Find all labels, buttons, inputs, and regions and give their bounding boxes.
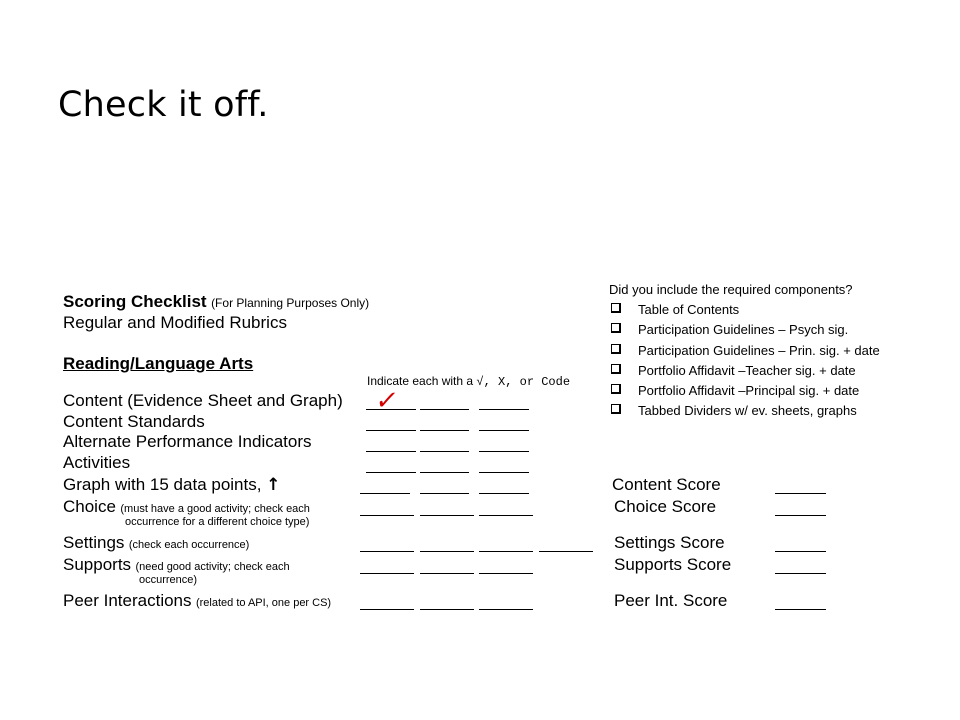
blank-line[interactable] <box>420 515 474 516</box>
score-label-settings: Settings Score <box>614 533 725 552</box>
checkbox-icon[interactable] <box>611 364 621 374</box>
row-label-settings-line <box>63 534 249 552</box>
row-label-graph-text: Graph with 15 data points, <box>63 475 262 494</box>
row-label-choice-line <box>63 498 310 516</box>
score-blank-line[interactable] <box>775 515 826 516</box>
score-blank-line[interactable] <box>775 493 826 494</box>
checkbox-icon[interactable] <box>611 344 621 354</box>
blank-line[interactable] <box>420 409 469 410</box>
checkbox-icon[interactable] <box>611 384 621 394</box>
row-label-content: Content (Evidence Sheet and Graph) <box>63 391 343 410</box>
row-label-choice: Choice <box>63 497 116 516</box>
blank-line[interactable] <box>420 573 474 574</box>
row-label-content-standards: Content Standards <box>63 412 205 431</box>
blank-line[interactable] <box>360 493 410 494</box>
score-label-content: Content Score <box>612 475 721 494</box>
blank-line[interactable] <box>360 609 414 610</box>
row-label-graph <box>63 476 280 494</box>
slide-title: Check it off. <box>58 85 269 125</box>
indicate-prefix: Indicate each with a <box>367 374 474 388</box>
score-blank-line[interactable] <box>775 609 826 610</box>
blank-line[interactable] <box>360 515 414 516</box>
component-label: Tabbed Dividers w/ ev. sheets, graphs <box>638 403 857 418</box>
components-question: Did you include the required components? <box>609 282 853 297</box>
blank-line[interactable] <box>479 573 533 574</box>
score-blank-line[interactable] <box>775 573 826 574</box>
score-label-peer: Peer Int. Score <box>614 591 728 610</box>
blank-line[interactable] <box>479 451 529 452</box>
blank-line[interactable] <box>479 409 529 410</box>
blank-line[interactable] <box>479 430 529 431</box>
blank-line[interactable] <box>420 451 469 452</box>
blank-line[interactable] <box>360 551 414 552</box>
blank-line[interactable] <box>366 472 416 473</box>
blank-line[interactable] <box>366 451 416 452</box>
row-note-settings: (check each occurrence) <box>128 539 250 551</box>
blank-line[interactable] <box>420 493 469 494</box>
blank-line[interactable] <box>420 551 474 552</box>
checkbox-icon[interactable] <box>611 303 621 313</box>
blank-line[interactable] <box>420 430 469 431</box>
score-label-choice: Choice Score <box>614 497 717 516</box>
component-label: Participation Guidelines – Prin. sig. + date <box>638 343 880 358</box>
checkbox-icon[interactable] <box>611 404 621 414</box>
row-label-peer-line <box>63 592 331 610</box>
row-note-choice-2: occurrence for a different choice type) <box>125 516 310 528</box>
blank-line[interactable] <box>479 515 533 516</box>
row-label-supports-line <box>63 556 290 574</box>
indicate-symbols: √, X, or Code <box>476 375 571 389</box>
component-label: Participation Guidelines – Psych sig. <box>638 322 849 337</box>
blank-line[interactable] <box>479 472 529 473</box>
checklist-heading-note: (For Planning Purposes Only) <box>211 296 370 310</box>
row-note-peer: (related to API, one per CS) <box>195 597 332 609</box>
row-label-activities: Activities <box>63 453 131 472</box>
component-label: Table of Contents <box>638 302 740 317</box>
row-label-peer: Peer Interactions <box>63 591 192 610</box>
score-label-supports: Supports Score <box>614 555 732 574</box>
checkbox-icon[interactable] <box>611 323 621 333</box>
blank-line[interactable] <box>420 472 469 473</box>
row-note-supports-2: occurrence) <box>139 574 198 586</box>
checklist-heading: Scoring Checklist <box>63 292 207 311</box>
up-arrow-icon: ↑ <box>266 475 281 495</box>
checklist-heading-line <box>63 293 369 311</box>
row-note-supports: (need good activity; check each <box>135 561 290 573</box>
blank-line[interactable] <box>366 430 416 431</box>
row-label-supports: Supports <box>63 555 132 574</box>
component-label: Portfolio Affidavit –Principal sig. + date <box>638 383 860 398</box>
row-label-api: Alternate Performance Indicators <box>63 432 312 451</box>
blank-line[interactable] <box>539 551 593 552</box>
blank-line[interactable] <box>479 609 533 610</box>
score-blank-line[interactable] <box>775 551 826 552</box>
blank-line[interactable] <box>360 573 414 574</box>
section-heading: Reading/Language Arts <box>63 354 254 373</box>
blank-line[interactable] <box>479 551 533 552</box>
row-label-settings: Settings <box>63 533 125 552</box>
check-mark-icon: ✓ <box>373 386 401 416</box>
checklist-subheading: Regular and Modified Rubrics <box>63 313 287 332</box>
blank-line[interactable] <box>479 493 529 494</box>
component-label: Portfolio Affidavit –Teacher sig. + date <box>638 363 856 378</box>
blank-line[interactable] <box>420 609 474 610</box>
row-note-choice: (must have a good activity; check each <box>120 503 310 515</box>
